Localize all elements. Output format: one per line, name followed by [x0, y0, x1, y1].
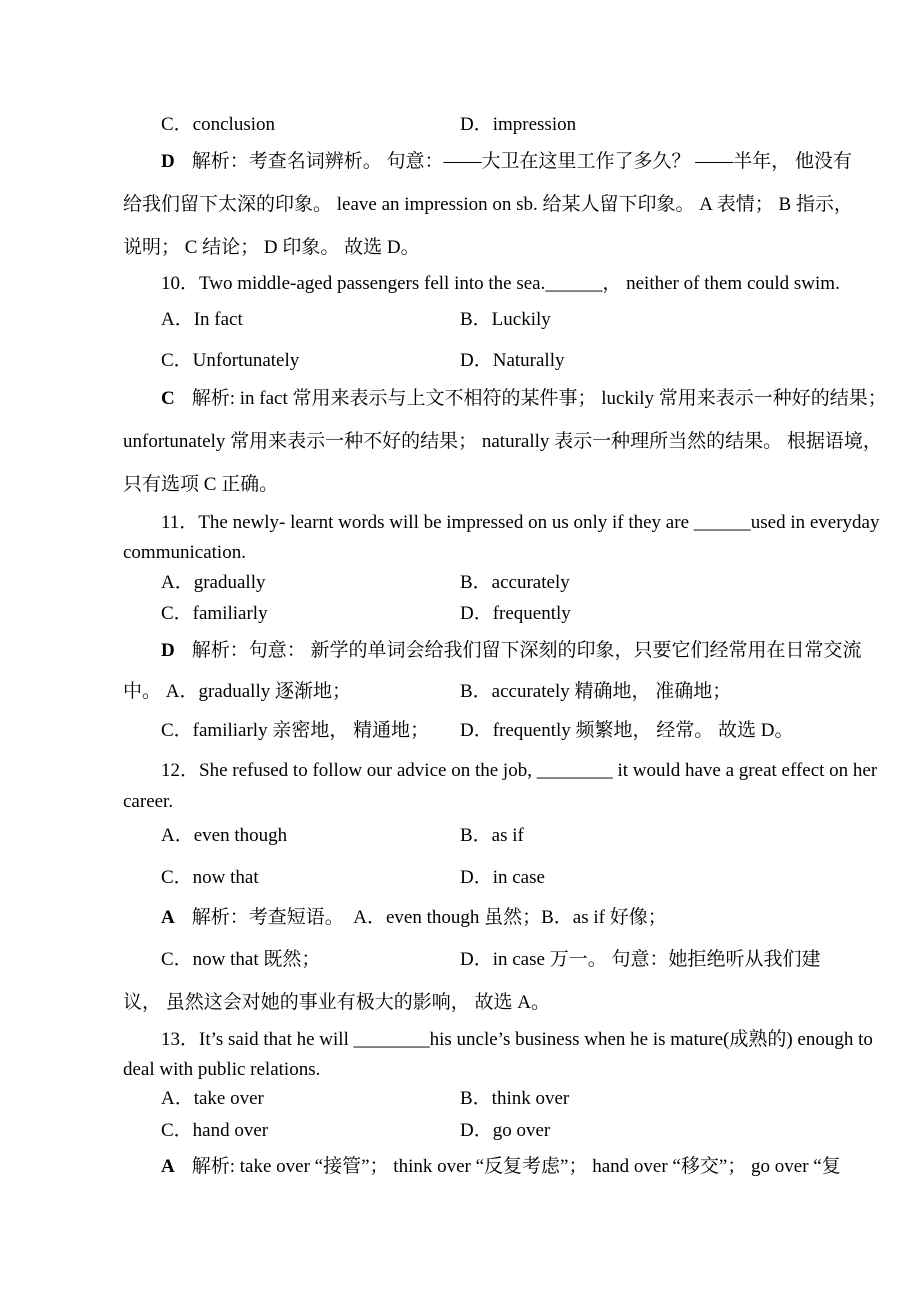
text-segment: 中。 A．gradually 逐渐地； — [123, 681, 351, 702]
option-cell: B．think over — [460, 1088, 570, 1109]
continuation-text: 给我们留下太深的印象。 leave an impression on sb. 给某人留下印象。 A 表情； B 指示， — [123, 194, 853, 215]
continuation-line — [0, 1058, 920, 1084]
continuation-text: unfortunately 常用来表示一种不好的结果； naturally 表示一种理所当然的结果。 根据语境， — [123, 431, 882, 452]
option-cell: C．conclusion — [161, 114, 275, 135]
option-cell: A．even though — [161, 825, 288, 846]
continuation-text: career. — [123, 791, 174, 812]
explanation-text — [161, 387, 887, 411]
text-segment: C．familiarly 亲密地， 精通地； — [161, 720, 430, 741]
explanation-body: 解析：考查名词辨析。 句意：——大卫在这里工作了多久？ ——半年， 他没有 — [191, 151, 852, 172]
option-cell: A．gradually — [161, 572, 266, 593]
question-line — [0, 1028, 920, 1054]
option-row — [0, 602, 920, 628]
option-cell: C．familiarly — [161, 603, 268, 624]
option-row — [0, 113, 920, 139]
explanation-body: 解析: take over “接管”； think over “反复考虑”； hand over “移交”； go over “复 — [191, 1156, 841, 1177]
explanation-line — [0, 150, 920, 176]
explanation-option-row — [0, 680, 920, 706]
continuation-line — [0, 193, 920, 219]
option-cell: D．Naturally — [460, 350, 565, 371]
explanation-body: 解析: in fact 常用来表示与上文不相符的某件事； luckily 常用来表示一种好的结果； — [191, 388, 887, 409]
explanation-text — [161, 639, 862, 663]
answer-letter: A — [161, 907, 175, 928]
question-text: 13．It’s said that he will ________his uncle’s business when he is mature(成熟的) enough to — [161, 1029, 873, 1050]
option-cell: D．go over — [460, 1120, 551, 1141]
continuation-line — [0, 236, 920, 262]
question-line — [0, 272, 920, 298]
option-row — [0, 571, 920, 597]
explanation-option-row — [0, 948, 920, 974]
option-cell: C．hand over — [161, 1120, 269, 1141]
option-cell: D．in case — [460, 867, 545, 888]
option-cell: A．take over — [161, 1088, 264, 1109]
explanation-line — [0, 906, 920, 932]
question-line — [0, 759, 920, 785]
answer-letter: A — [161, 1156, 175, 1177]
option-cell: B．Luckily — [460, 309, 551, 330]
continuation-line — [0, 541, 920, 567]
answer-letter: D — [161, 640, 175, 661]
option-row — [0, 308, 920, 334]
continuation-text: 说明； C 结论； D 印象。 故选 D。 — [123, 237, 420, 258]
option-cell: D．frequently — [460, 603, 571, 624]
continuation-text: 议， 虽然这会对她的事业有极大的影响， 故选 A。 — [123, 992, 550, 1013]
option-row — [0, 866, 920, 892]
explanation-line — [0, 639, 920, 665]
explanation-text — [161, 906, 667, 930]
explanation-option-row — [0, 719, 920, 745]
answer-letter: C — [161, 388, 175, 409]
option-row — [0, 1119, 920, 1145]
explanation-text — [161, 1155, 841, 1179]
continuation-text: communication. — [123, 542, 246, 563]
option-row — [0, 824, 920, 850]
option-row — [0, 349, 920, 375]
option-cell: B．as if — [460, 825, 524, 846]
text-segment: D．frequently 频繁地， 经常。 故选 D。 — [460, 720, 794, 741]
continuation-line — [0, 790, 920, 816]
question-text: 10．Two middle-aged passengers fell into the sea.______， neither of them could swim. — [161, 273, 840, 294]
option-cell: C．Unfortunately — [161, 350, 300, 371]
explanation-body: 解析：句意： 新学的单词会给我们留下深刻的印象，只要它们经常用在日常交流 — [191, 640, 862, 661]
continuation-text: 只有选项 C 正确。 — [123, 474, 279, 495]
continuation-line — [0, 430, 920, 456]
text-segment: B．accurately 精确地， 准确地； — [460, 681, 732, 702]
option-cell: C．now that — [161, 867, 259, 888]
text-segment: D．in case 万一。 句意：她拒绝听从我们建 — [460, 949, 821, 970]
continuation-text: deal with public relations. — [123, 1059, 321, 1080]
continuation-line — [0, 991, 920, 1017]
question-line — [0, 511, 920, 537]
explanation-line — [0, 1155, 920, 1181]
explanation-text — [161, 150, 852, 174]
option-cell: A．In fact — [161, 309, 243, 330]
explanation-line — [0, 387, 920, 413]
option-row — [0, 1087, 920, 1113]
continuation-line — [0, 473, 920, 499]
option-cell: D．impression — [460, 114, 577, 135]
text-segment: C．now that 既然； — [161, 949, 321, 970]
option-cell: B．accurately — [460, 572, 570, 593]
answer-letter: D — [161, 151, 175, 172]
question-text: 12．She refused to follow our advice on the job, ________ it would have a great effect on her — [161, 760, 878, 781]
explanation-body: 解析：考查短语。 A．even though 虽然；B．as if 好像； — [191, 907, 667, 928]
question-text: 11．The newly- learnt words will be impressed on us only if they are ______used in everyday — [161, 512, 880, 533]
